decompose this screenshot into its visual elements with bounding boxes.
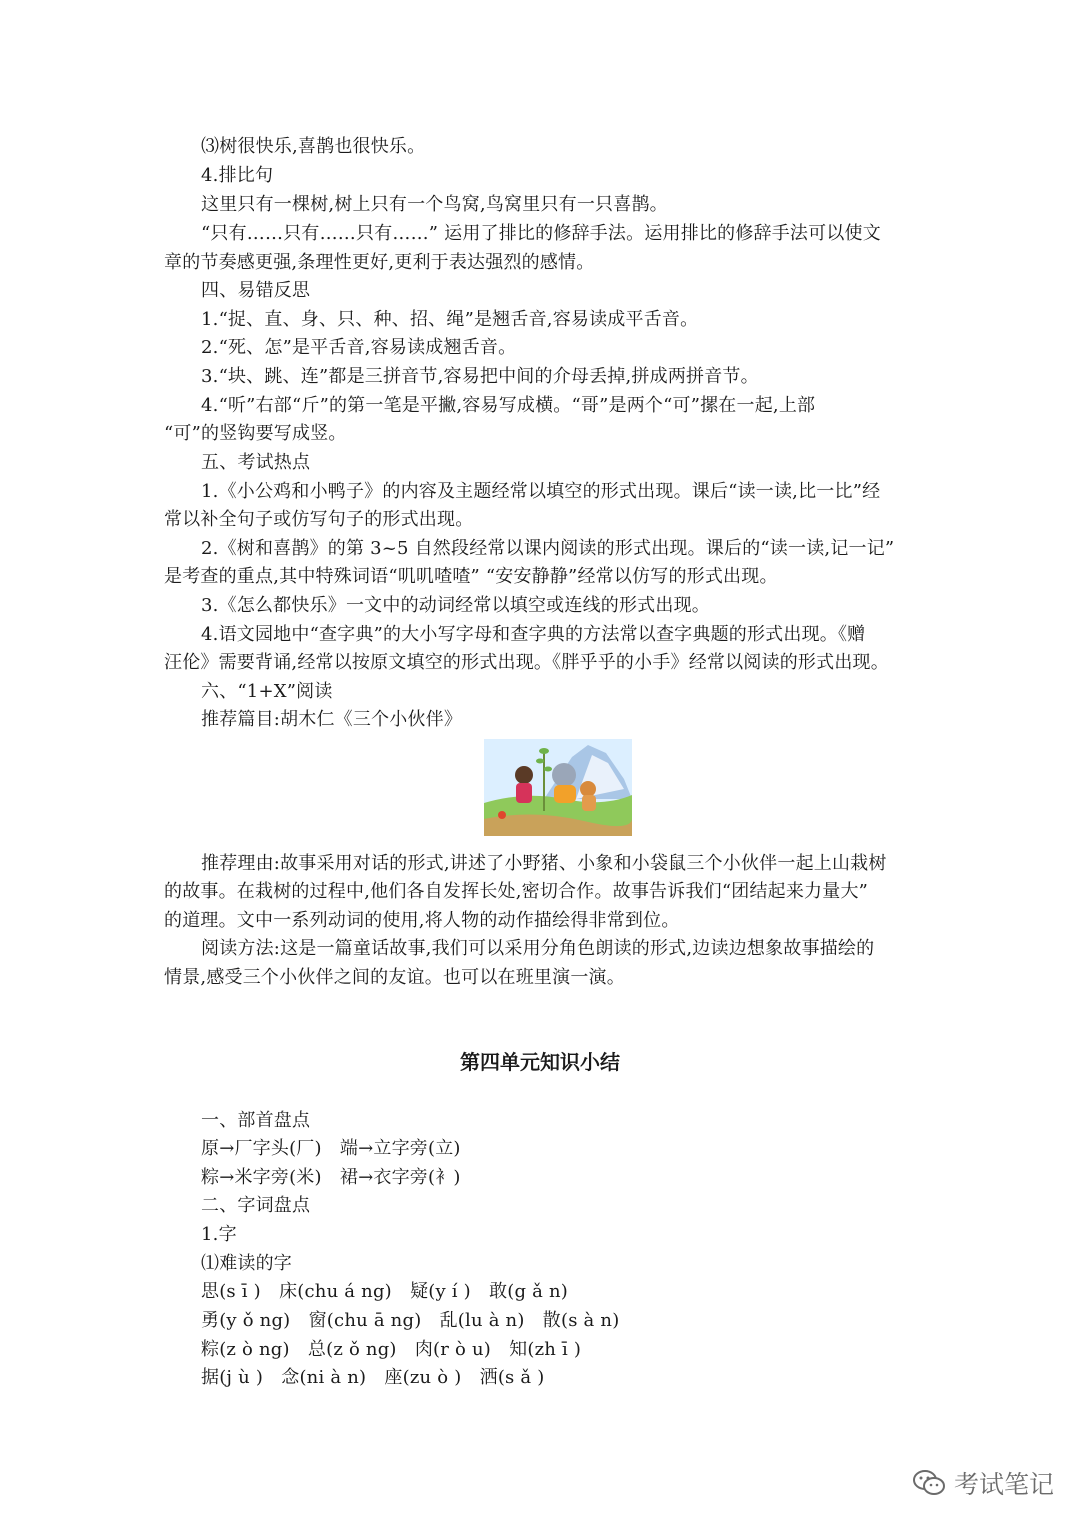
text-line: 这里只有一棵树,树上只有一个鸟窝,鸟窝里只有一只喜鹊。 (201, 194, 668, 215)
text-line: 1.《小公鸡和小鸭子》的内容及主题经常以填空的形式出现。课后“读一读,比一比”经 (201, 481, 881, 502)
text-line: 的故事。在栽树的过程中,他们各自发挥长处,密切合作。故事告诉我们“团结起来力量大” (164, 881, 869, 902)
text-line: 粽(z ò ng) 总(z ǒ ng) 肉(r ò u) 知(zh ī ) (201, 1339, 582, 1360)
text-line: 推荐理由:故事采用对话的形式,讲述了小野猪、小象和小袋鼠三个小伙伴一起上山栽树 (201, 853, 887, 874)
section-heading: 六、“1+X”阅读 (201, 681, 333, 702)
section-heading: 一、部首盘点 (201, 1110, 311, 1131)
text-line: 据(j ù ) 念(ni à n) 座(zu ò ) 洒(s ǎ ) (201, 1367, 545, 1388)
text-line: 情景,感受三个小伙伴之间的友谊。也可以在班里演一演。 (164, 967, 625, 988)
section-heading: 二、字词盘点 (201, 1195, 311, 1216)
text-line: 章的节奏感更强,条理性更好,更利于表达强烈的感情。 (164, 252, 595, 273)
watermark (912, 1463, 1054, 1503)
text-line: 1.“捉、直、身、只、种、招、绳”是翘舌音,容易读成平舌音。 (201, 309, 699, 330)
text-line: 常以补全句子或仿写句子的形式出现。 (164, 509, 474, 530)
text-line: ⑶树很快乐,喜鹊也很快乐。 (201, 136, 426, 157)
text-line: 阅读方法:这是一篇童话故事,我们可以采用分角色朗读的形式,边读边想象故事描绘的 (201, 938, 875, 959)
text-line: 汪伦》需要背诵,经常以按原文填空的形式出现。《胖乎乎的小手》经常以阅读的形式出现。 (164, 652, 889, 673)
section-heading: 4.排比句 (201, 165, 274, 186)
text-line: 4.语文园地中“查字典”的大小写字母和查字典的方法常以查字典题的形式出现。《赠 (201, 624, 866, 645)
text-line: 4.“听”右部“斤”的第一笔是平撇,容易写成横。“哥”是两个“可”摞在一起,上部 (201, 395, 816, 416)
text-line: 是考查的重点,其中特殊词语“叽叽喳喳” “安安静静”经常以仿写的形式出现。 (164, 566, 778, 587)
page-title: 第四单元知识小结 (460, 1050, 620, 1074)
text-line: 思(s ī ) 床(chu á ng) 疑(y í ) 敢(g ǎ n) (201, 1281, 569, 1302)
section-heading: 五、考试热点 (201, 452, 311, 473)
text-line: 的道理。文中一系列动词的使用,将人物的动作描绘得非常到位。 (164, 910, 680, 931)
text-line: 原→厂字头(厂) 端→立字旁(立) (201, 1138, 461, 1159)
wechat-icon (912, 1468, 946, 1498)
text-line: 3.《怎么都快乐》一文中的动词经常以填空或连线的形式出现。 (201, 595, 710, 616)
text-line: 1.字 (201, 1224, 237, 1245)
text-line: 粽→米字旁(米) 裙→衣字旁(衤) (201, 1167, 461, 1188)
text-line: 推荐篇目:胡木仁《三个小伙伴》 (201, 709, 463, 730)
section-heading: 四、易错反思 (201, 280, 311, 301)
watermark-text: 考试笔记 (954, 1470, 1055, 1499)
text-line: 3.“块、跳、连”都是三拼音节,容易把中间的介母丢掉,拼成两拼音节。 (201, 366, 759, 387)
text-line: “可”的竖钩要写成竖。 (164, 423, 347, 444)
text-line: 2.“死、怎”是平舌音,容易读成翘舌音。 (201, 337, 517, 358)
text-line: 勇(y ǒ ng) 窗(chu ā ng) 乱(lu à n) 散(s à n) (201, 1310, 620, 1331)
text-line: “只有……只有……只有……” 运用了排比的修辞手法。运用排比的修辞手法可以使文 (201, 223, 881, 244)
text-line: ⑴难读的字 (201, 1253, 292, 1274)
text-line: 2.《树和喜鹊》的第 3~5 自然段经常以课内阅读的形式出现。课后的“读一读,记一记” (201, 538, 895, 559)
story-illustration (484, 739, 632, 836)
